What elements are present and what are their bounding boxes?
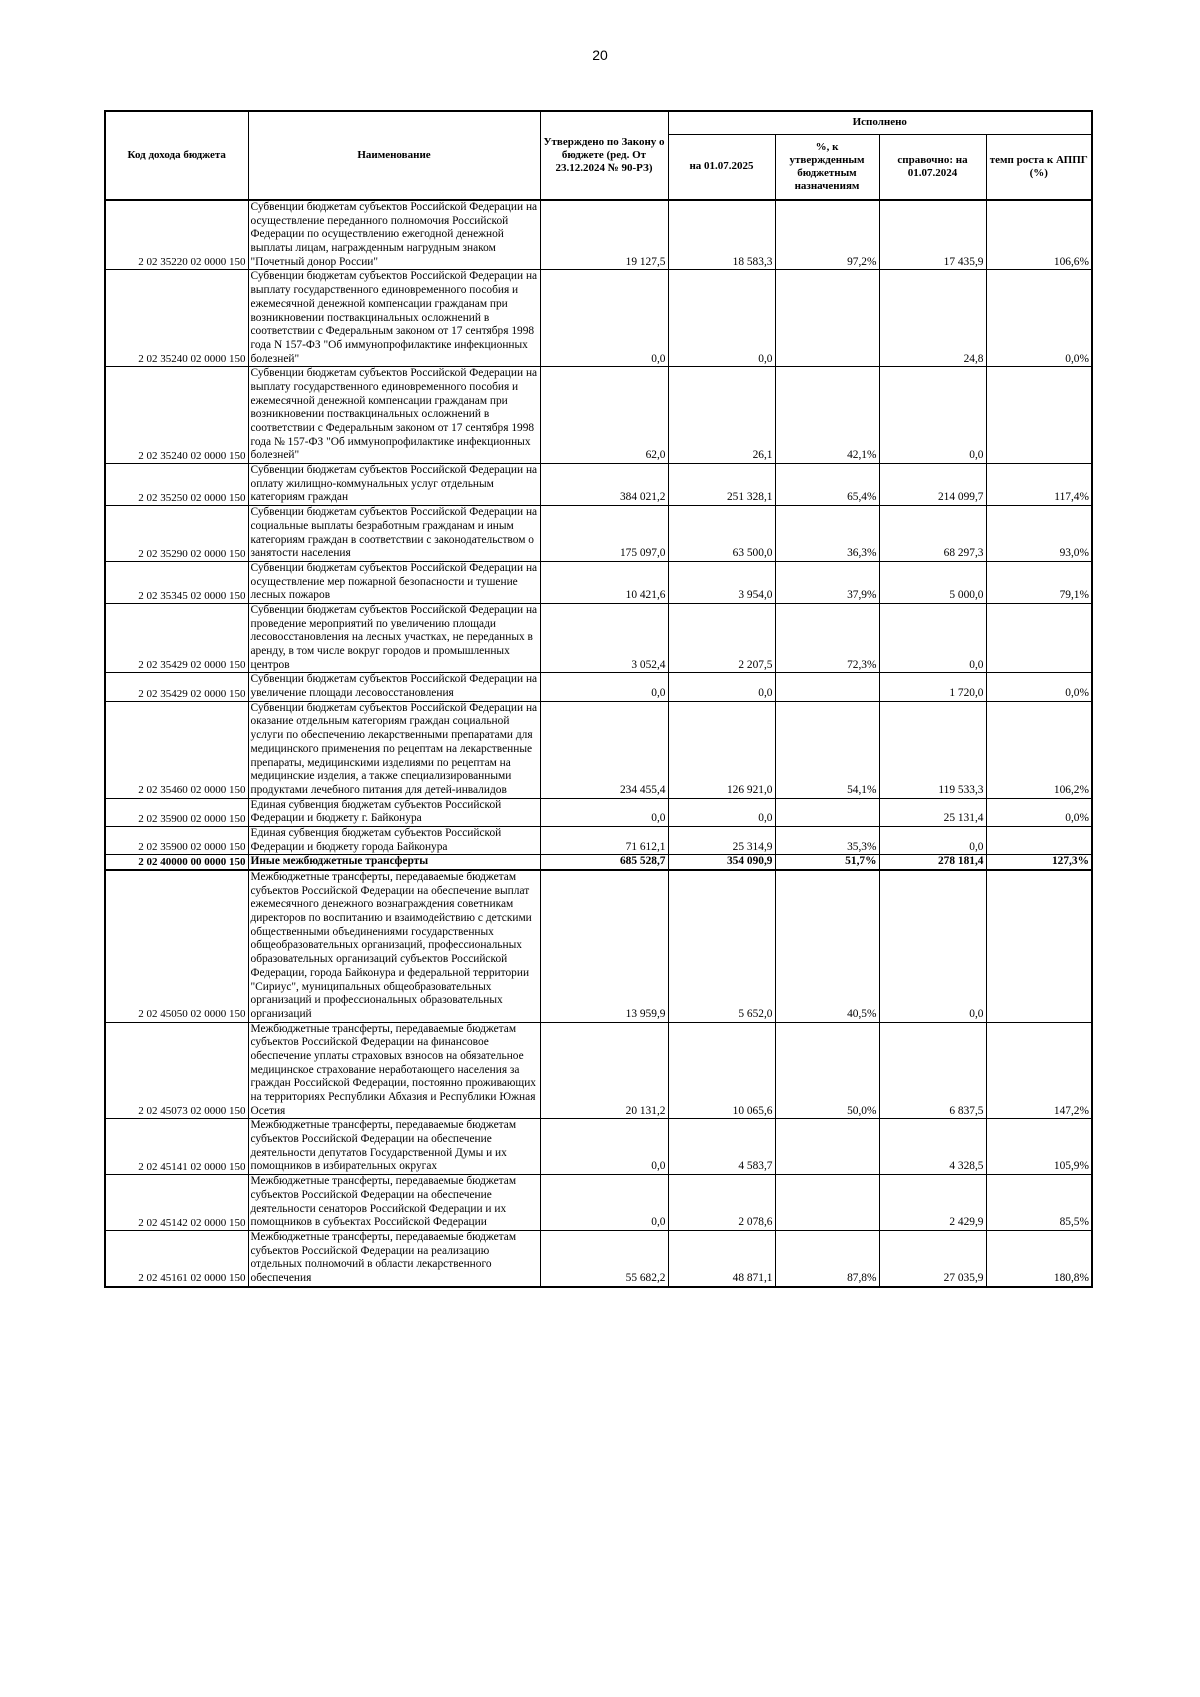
- cell-approved: 0,0: [540, 673, 668, 701]
- col-header-executed: Исполнено: [668, 111, 1092, 135]
- cell-name: Межбюджетные трансферты, передаваемые бюджетам субъектов Российской Федерации на обеспечение деятельности сенаторов Российской Федерации и их помощников в субъектах Российской Федерации: [248, 1175, 540, 1231]
- cell-reference: 2 429,9: [879, 1175, 986, 1231]
- cell-approved: 0,0: [540, 270, 668, 367]
- cell-percent: 37,9%: [775, 561, 879, 603]
- cell-percent: [775, 798, 879, 826]
- cell-reference: 27 035,9: [879, 1230, 986, 1286]
- cell-percent: [775, 1119, 879, 1175]
- cell-growth: 0,0%: [986, 673, 1092, 701]
- table-row: [105, 1119, 1092, 1175]
- col-header-name: Наименование: [248, 111, 540, 200]
- cell-code: 2 02 45142 02 0000 150: [105, 1175, 248, 1231]
- cell-approved: 685 528,7: [540, 855, 668, 870]
- cell-executed: 2 207,5: [668, 603, 775, 672]
- table-row: [105, 673, 1092, 701]
- cell-reference: 214 099,7: [879, 464, 986, 506]
- col-header-percent: %, к утвержденным бюджетным назначениям: [775, 135, 879, 201]
- cell-growth: [986, 826, 1092, 854]
- cell-name: Межбюджетные трансферты, передаваемые бюджетам субъектов Российской Федерации на обеспечение выплат ежемесячного денежного вознаграждения советникам директоров по воспитанию и взаимодействию с детскими общественными объединениями государственных общеобразовательных организаций, профессиональных образовательных организаций субъектов Российской Федерации, города Байконура и федеральной территории "Сириус", муниципальных общеобразовательных организаций и профессиональных образовательных организаций: [248, 870, 540, 1022]
- cell-name: Субвенции бюджетам субъектов Российской Федерации на социальные выплаты безработным гражданам и иным категориям граждан в соответствии с законодательством о занятости населения: [248, 506, 540, 562]
- cell-name: Иные межбюджетные трансферты: [248, 855, 540, 870]
- cell-reference: 4 328,5: [879, 1119, 986, 1175]
- cell-executed: 26,1: [668, 367, 775, 464]
- cell-approved: 384 021,2: [540, 464, 668, 506]
- cell-growth: 106,2%: [986, 701, 1092, 798]
- cell-code: 2 02 45161 02 0000 150: [105, 1230, 248, 1286]
- cell-code: 2 02 35290 02 0000 150: [105, 506, 248, 562]
- cell-executed: 0,0: [668, 673, 775, 701]
- cell-code: 2 02 35250 02 0000 150: [105, 464, 248, 506]
- cell-executed: 5 652,0: [668, 870, 775, 1022]
- table-row: [105, 826, 1092, 854]
- cell-percent: 87,8%: [775, 1230, 879, 1286]
- cell-growth: 180,8%: [986, 1230, 1092, 1286]
- cell-name: Субвенции бюджетам субъектов Российской Федерации на оплату жилищно-коммунальных услуг отдельным категориям граждан: [248, 464, 540, 506]
- cell-name: Единая субвенция бюджетам субъектов Российской Федерации и бюджету города Байконура: [248, 826, 540, 854]
- cell-executed: 0,0: [668, 798, 775, 826]
- col-header-approved: Утверждено по Закону о бюджете (ред. От 23.12.2024 № 90-РЗ): [540, 111, 668, 200]
- cell-code: 2 02 45050 02 0000 150: [105, 870, 248, 1022]
- cell-name: Субвенции бюджетам субъектов Российской Федерации на оказание отдельным категориям граждан социальной услуги по обеспечению лекарственными препаратами для медицинского применения по рецептам на лекарственные препараты, медицинскими изделиями по рецептам на медицинские изделия, а также специализированными продуктами лечебного питания для детей-инвалидов: [248, 701, 540, 798]
- cell-percent: 65,4%: [775, 464, 879, 506]
- cell-growth: [986, 603, 1092, 672]
- cell-executed: 126 921,0: [668, 701, 775, 798]
- cell-growth: 147,2%: [986, 1022, 1092, 1119]
- table-row: [105, 200, 1092, 270]
- cell-growth: [986, 870, 1092, 1022]
- table-row: [105, 561, 1092, 603]
- cell-growth: [986, 367, 1092, 464]
- table-body: [105, 200, 1092, 1287]
- cell-approved: 71 612,1: [540, 826, 668, 854]
- cell-percent: [775, 1175, 879, 1231]
- cell-approved: 62,0: [540, 367, 668, 464]
- cell-approved: 20 131,2: [540, 1022, 668, 1119]
- cell-approved: 0,0: [540, 1119, 668, 1175]
- cell-percent: [775, 673, 879, 701]
- cell-growth: 79,1%: [986, 561, 1092, 603]
- cell-growth: 106,6%: [986, 200, 1092, 270]
- cell-growth: 127,3%: [986, 855, 1092, 870]
- cell-executed: 25 314,9: [668, 826, 775, 854]
- cell-reference: 24,8: [879, 270, 986, 367]
- cell-approved: 13 959,9: [540, 870, 668, 1022]
- cell-code: 2 02 45141 02 0000 150: [105, 1119, 248, 1175]
- cell-percent: [775, 270, 879, 367]
- table-row: [105, 603, 1092, 672]
- table-row: [105, 464, 1092, 506]
- cell-code: 2 02 35345 02 0000 150: [105, 561, 248, 603]
- table-row: [105, 870, 1092, 1022]
- cell-code: 2 02 35240 02 0000 150: [105, 270, 248, 367]
- cell-approved: 0,0: [540, 798, 668, 826]
- cell-reference: 0,0: [879, 367, 986, 464]
- col-header-on-date: на 01.07.2025: [668, 135, 775, 201]
- cell-executed: 63 500,0: [668, 506, 775, 562]
- table-row: [105, 506, 1092, 562]
- cell-executed: 251 328,1: [668, 464, 775, 506]
- cell-name: Субвенции бюджетам субъектов Российской Федерации на осуществление переданного полномочия Российской Федерации по осуществлению ежегодной денежной выплаты лицам, награжденным нагрудным знаком "Почетный донор России": [248, 200, 540, 270]
- cell-code: 2 02 35429 02 0000 150: [105, 603, 248, 672]
- cell-growth: 105,9%: [986, 1119, 1092, 1175]
- cell-approved: 10 421,6: [540, 561, 668, 603]
- cell-reference: 17 435,9: [879, 200, 986, 270]
- cell-approved: 55 682,2: [540, 1230, 668, 1286]
- table-row: [105, 1175, 1092, 1231]
- table-header: [105, 111, 1092, 200]
- table-row: [105, 1022, 1092, 1119]
- cell-percent: 51,7%: [775, 855, 879, 870]
- cell-executed: 2 078,6: [668, 1175, 775, 1231]
- cell-executed: 354 090,9: [668, 855, 775, 870]
- cell-code: 2 02 35900 02 0000 150: [105, 798, 248, 826]
- cell-code: 2 02 35220 02 0000 150: [105, 200, 248, 270]
- cell-approved: 0,0: [540, 1175, 668, 1231]
- table-row-total: [105, 855, 1092, 870]
- cell-code: 2 02 35240 02 0000 150: [105, 367, 248, 464]
- cell-reference: 278 181,4: [879, 855, 986, 870]
- cell-reference: 0,0: [879, 603, 986, 672]
- cell-reference: 6 837,5: [879, 1022, 986, 1119]
- cell-executed: 18 583,3: [668, 200, 775, 270]
- cell-reference: 68 297,3: [879, 506, 986, 562]
- col-header-reference: справочно: на 01.07.2024: [879, 135, 986, 201]
- cell-name: Субвенции бюджетам субъектов Российской Федерации на осуществление мер пожарной безопасности и тушение лесных пожаров: [248, 561, 540, 603]
- cell-percent: 36,3%: [775, 506, 879, 562]
- cell-name: Межбюджетные трансферты, передаваемые бюджетам субъектов Российской Федерации на финансовое обеспечение уплаты страховых взносов на обязательное медицинское страхование неработающего населения за граждан Российской Федерации, постоянно проживающих на территориях Республики Абхазия и Республики Южная Осетия: [248, 1022, 540, 1119]
- col-header-code: Код дохода бюджета: [105, 111, 248, 200]
- cell-executed: 0,0: [668, 270, 775, 367]
- cell-growth: 0,0%: [986, 798, 1092, 826]
- cell-name: Межбюджетные трансферты, передаваемые бюджетам субъектов Российской Федерации на реализацию отдельных полномочий в области лекарственного обеспечения: [248, 1230, 540, 1286]
- cell-name: Субвенции бюджетам субъектов Российской Федерации на увеличение площади лесовосстановления: [248, 673, 540, 701]
- table-row: [105, 798, 1092, 826]
- cell-percent: 40,5%: [775, 870, 879, 1022]
- cell-code: 2 02 35460 02 0000 150: [105, 701, 248, 798]
- cell-name: Единая субвенция бюджетам субъектов Российской Федерации и бюджету г. Байконура: [248, 798, 540, 826]
- cell-growth: 85,5%: [986, 1175, 1092, 1231]
- cell-reference: 119 533,3: [879, 701, 986, 798]
- page-number: 20: [592, 47, 608, 63]
- cell-code: 2 02 40000 00 0000 150: [105, 855, 248, 870]
- cell-percent: 54,1%: [775, 701, 879, 798]
- cell-reference: 25 131,4: [879, 798, 986, 826]
- cell-percent: 42,1%: [775, 367, 879, 464]
- cell-executed: 3 954,0: [668, 561, 775, 603]
- cell-executed: 4 583,7: [668, 1119, 775, 1175]
- cell-reference: 0,0: [879, 826, 986, 854]
- cell-growth: 0,0%: [986, 270, 1092, 367]
- cell-code: 2 02 35900 02 0000 150: [105, 826, 248, 854]
- cell-code: 2 02 35429 02 0000 150: [105, 673, 248, 701]
- cell-percent: 97,2%: [775, 200, 879, 270]
- cell-growth: 117,4%: [986, 464, 1092, 506]
- cell-executed: 10 065,6: [668, 1022, 775, 1119]
- cell-executed: 48 871,1: [668, 1230, 775, 1286]
- table-row: [105, 270, 1092, 367]
- cell-name: Субвенции бюджетам субъектов Российской Федерации на выплату государственного единовременного пособия и ежемесячной денежной компенсации гражданам при возникновении поствакцинальных осложнений в соответствии с Федеральным законом от 17 сентября 1998 года № 157-ФЗ "Об иммунопрофилактике инфекционных болезней": [248, 367, 540, 464]
- col-header-growth: темп роста к АППГ (%): [986, 135, 1092, 201]
- cell-approved: 19 127,5: [540, 200, 668, 270]
- cell-name: Субвенции бюджетам субъектов Российской Федерации на проведение мероприятий по увеличению площади лесовосстановления на лесных участках, не переданных в аренду, в том числе вокруг городов и промышленных центров: [248, 603, 540, 672]
- table-row: [105, 367, 1092, 464]
- cell-name: Межбюджетные трансферты, передаваемые бюджетам субъектов Российской Федерации на обеспечение деятельности депутатов Государственной Думы и их помощников в избирательных округах: [248, 1119, 540, 1175]
- revenue-table: [104, 110, 1093, 1288]
- table-row: [105, 1230, 1092, 1286]
- cell-reference: 0,0: [879, 870, 986, 1022]
- cell-approved: 234 455,4: [540, 701, 668, 798]
- table-row: [105, 701, 1092, 798]
- cell-reference: 1 720,0: [879, 673, 986, 701]
- cell-name: Субвенции бюджетам субъектов Российской Федерации на выплату государственного единовременного пособия и ежемесячной денежной компенсации гражданам при возникновении поствакцинальных осложнений в соответствии с Федеральным законом от 17 сентября 1998 года N 157-ФЗ "Об иммунопрофилактике инфекционных болезней": [248, 270, 540, 367]
- cell-percent: 72,3%: [775, 603, 879, 672]
- cell-approved: 175 097,0: [540, 506, 668, 562]
- cell-percent: 35,3%: [775, 826, 879, 854]
- cell-code: 2 02 45073 02 0000 150: [105, 1022, 248, 1119]
- cell-percent: 50,0%: [775, 1022, 879, 1119]
- cell-approved: 3 052,4: [540, 603, 668, 672]
- cell-reference: 5 000,0: [879, 561, 986, 603]
- cell-growth: 93,0%: [986, 506, 1092, 562]
